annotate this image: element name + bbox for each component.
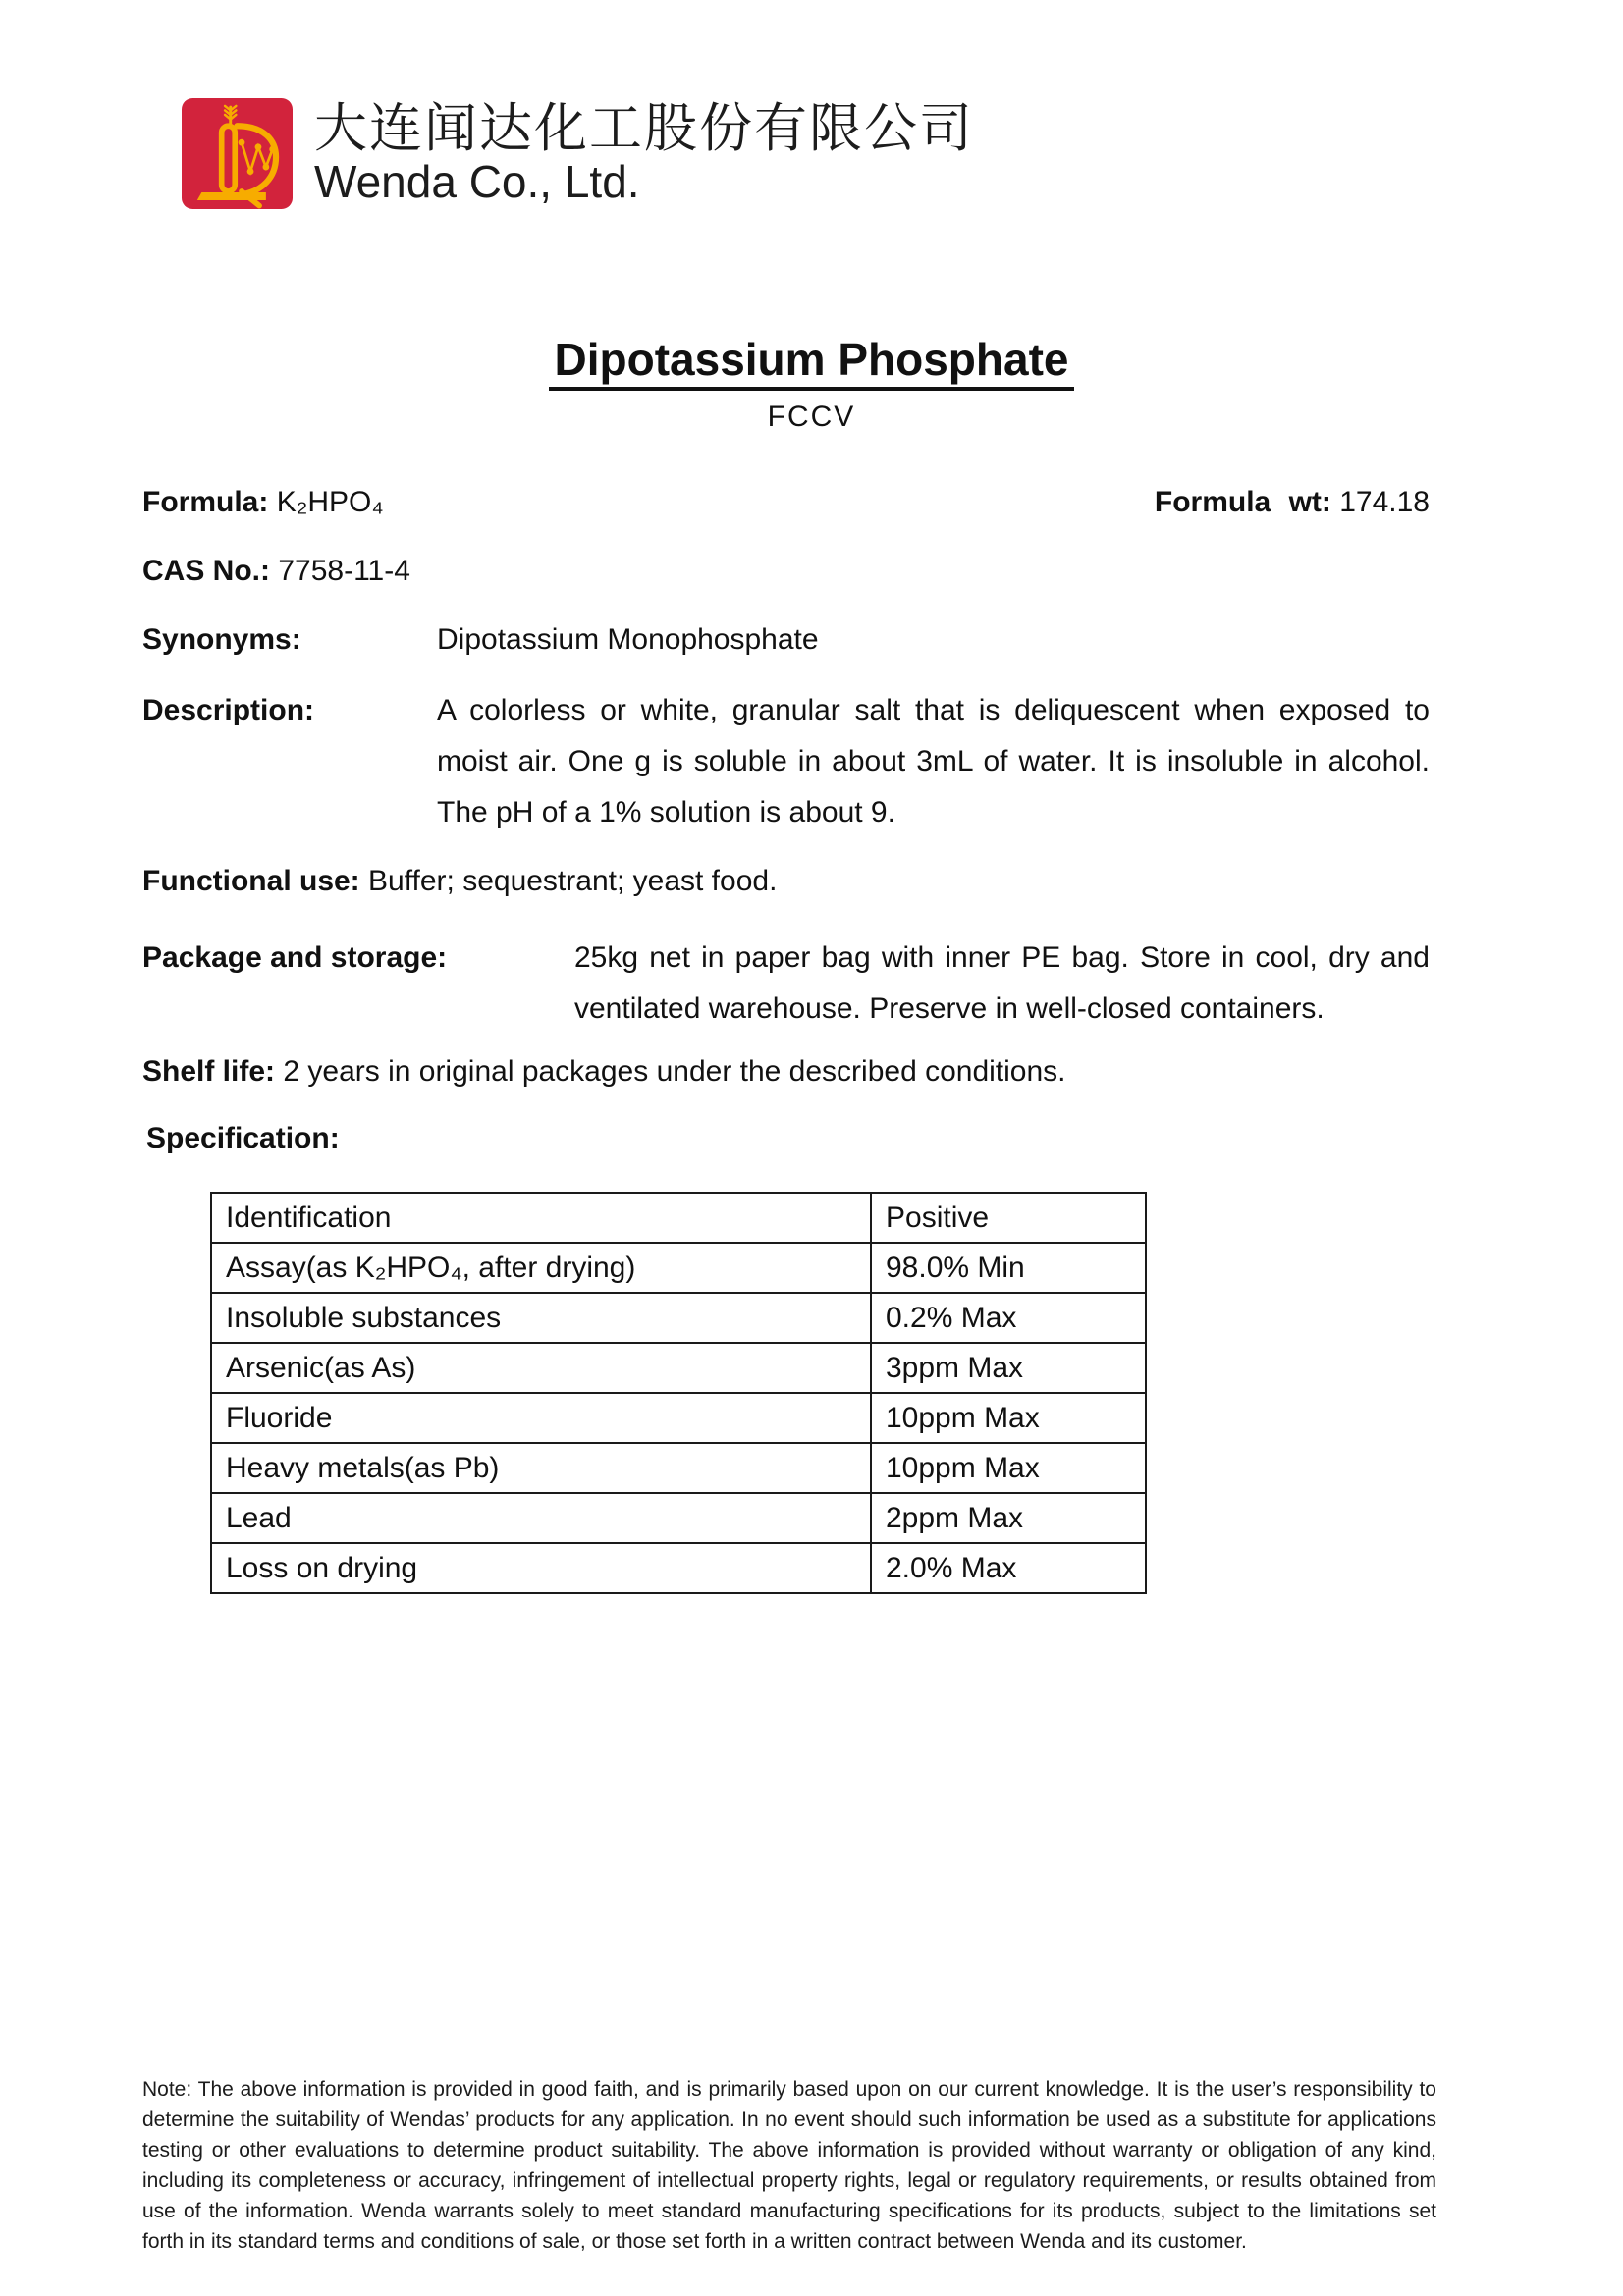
- spec-value: 98.0% Min: [871, 1243, 1146, 1293]
- formula-field: [142, 485, 384, 520]
- spec-item: Fluoride: [211, 1393, 871, 1443]
- cas-label: CAS No.:: [142, 555, 270, 587]
- formula-wt-field: [1155, 485, 1430, 520]
- shelf-life-row: [142, 1054, 1430, 1090]
- cas-row: [142, 554, 1430, 589]
- specification-label: Specification:: [146, 1122, 340, 1154]
- table-row: [211, 1393, 1146, 1443]
- synonyms-value: Dipotassium Monophosphate: [437, 623, 819, 656]
- spec-value: 2.0% Max: [871, 1543, 1146, 1593]
- table-row: [211, 1343, 1146, 1393]
- spec-item: Identification: [211, 1193, 871, 1243]
- package-storage-value: 25kg net in paper bag with inner PE bag. Store in cool, dry and ventilated warehouse. Preserve in well-closed containers.: [574, 941, 1430, 1025]
- grade-subtitle: FCCV: [767, 400, 856, 433]
- wenda-logo-icon: [182, 98, 293, 209]
- package-storage-label: Package and storage:: [142, 941, 448, 974]
- shelf-life-value: 2 years in original packages under the described conditions.: [283, 1055, 1066, 1088]
- spec-value: 10ppm Max: [871, 1443, 1146, 1493]
- table-row: [211, 1293, 1146, 1343]
- specification-heading-row: [146, 1121, 1430, 1156]
- spec-value: 3ppm Max: [871, 1343, 1146, 1393]
- description-row: [142, 685, 1430, 838]
- specification-table: [210, 1192, 1147, 1594]
- spec-item: Arsenic(as As): [211, 1343, 871, 1393]
- spec-value: 10ppm Max: [871, 1393, 1146, 1443]
- synonyms-row: [142, 622, 1430, 658]
- formula-wt-label: Formula wt:: [1154, 486, 1331, 518]
- description-value: A colorless or white, granular salt that is deliquescent when exposed to moist air. One g is soluble in about 3mL of water. It is insoluble in alcohol. The pH of a 1% solution is about 9.: [437, 694, 1430, 828]
- table-row: [211, 1443, 1146, 1493]
- product-title: Dipotassium Phosphate: [549, 335, 1075, 391]
- cas-value: 7758-11-4: [278, 555, 410, 587]
- functional-use-value: Buffer; sequestrant; yeast food.: [368, 865, 778, 897]
- table-row: [211, 1493, 1146, 1543]
- formula-label: Formula:: [142, 486, 269, 518]
- synonyms-label: Synonyms:: [142, 623, 301, 656]
- formula-value: K₂HPO₄: [276, 486, 384, 518]
- disclaimer-note: Note: The above information is provided in good faith, and is primarily based upon on our current knowledge. It is the user’s responsibility to determine the suitability of Wendas’ products for any application. In no event should such information be used as a substitute for applications testing or other evaluations to determine product suitability. The above information is provided without warranty or obligation of any kind, including its completeness or accuracy, infringement of intellectual property rights, legal or regulatory requirements, or results obtained from use of the information. Wenda warrants solely to meet standard manufacturing specifications for its products, subject to the limitations set forth in its standard terms and conditions of sale, or those set forth in a written contract between Wenda and its customer.: [142, 2078, 1436, 2253]
- description-label: Description:: [142, 694, 315, 726]
- spec-value: 2ppm Max: [871, 1493, 1146, 1543]
- spec-item: Loss on drying: [211, 1543, 871, 1593]
- spec-item: Insoluble substances: [211, 1293, 871, 1343]
- spec-value: Positive: [871, 1193, 1146, 1243]
- company-header: [0, 0, 1623, 209]
- formula-wt-value: 174.18: [1339, 486, 1430, 518]
- spec-item: Lead: [211, 1493, 871, 1543]
- functional-use-row: [142, 864, 1430, 899]
- product-fields: [142, 485, 1430, 1156]
- formula-row: [142, 485, 1430, 520]
- title-block: [0, 335, 1623, 434]
- company-names: [314, 98, 974, 206]
- spec-value: 0.2% Max: [871, 1293, 1146, 1343]
- company-name-chinese: 大连闻达化工股份有限公司: [314, 99, 974, 158]
- table-row: [211, 1543, 1146, 1593]
- package-storage-row: [142, 933, 1430, 1035]
- company-name-english: Wenda Co., Ltd.: [314, 156, 640, 207]
- spec-item: Heavy metals(as Pb): [211, 1443, 871, 1493]
- spec-item: Assay(as K₂HPO₄, after drying): [211, 1243, 871, 1293]
- functional-use-label: Functional use:: [142, 865, 360, 897]
- table-row: [211, 1193, 1146, 1243]
- shelf-life-label: Shelf life:: [142, 1055, 276, 1088]
- table-row: [211, 1243, 1146, 1293]
